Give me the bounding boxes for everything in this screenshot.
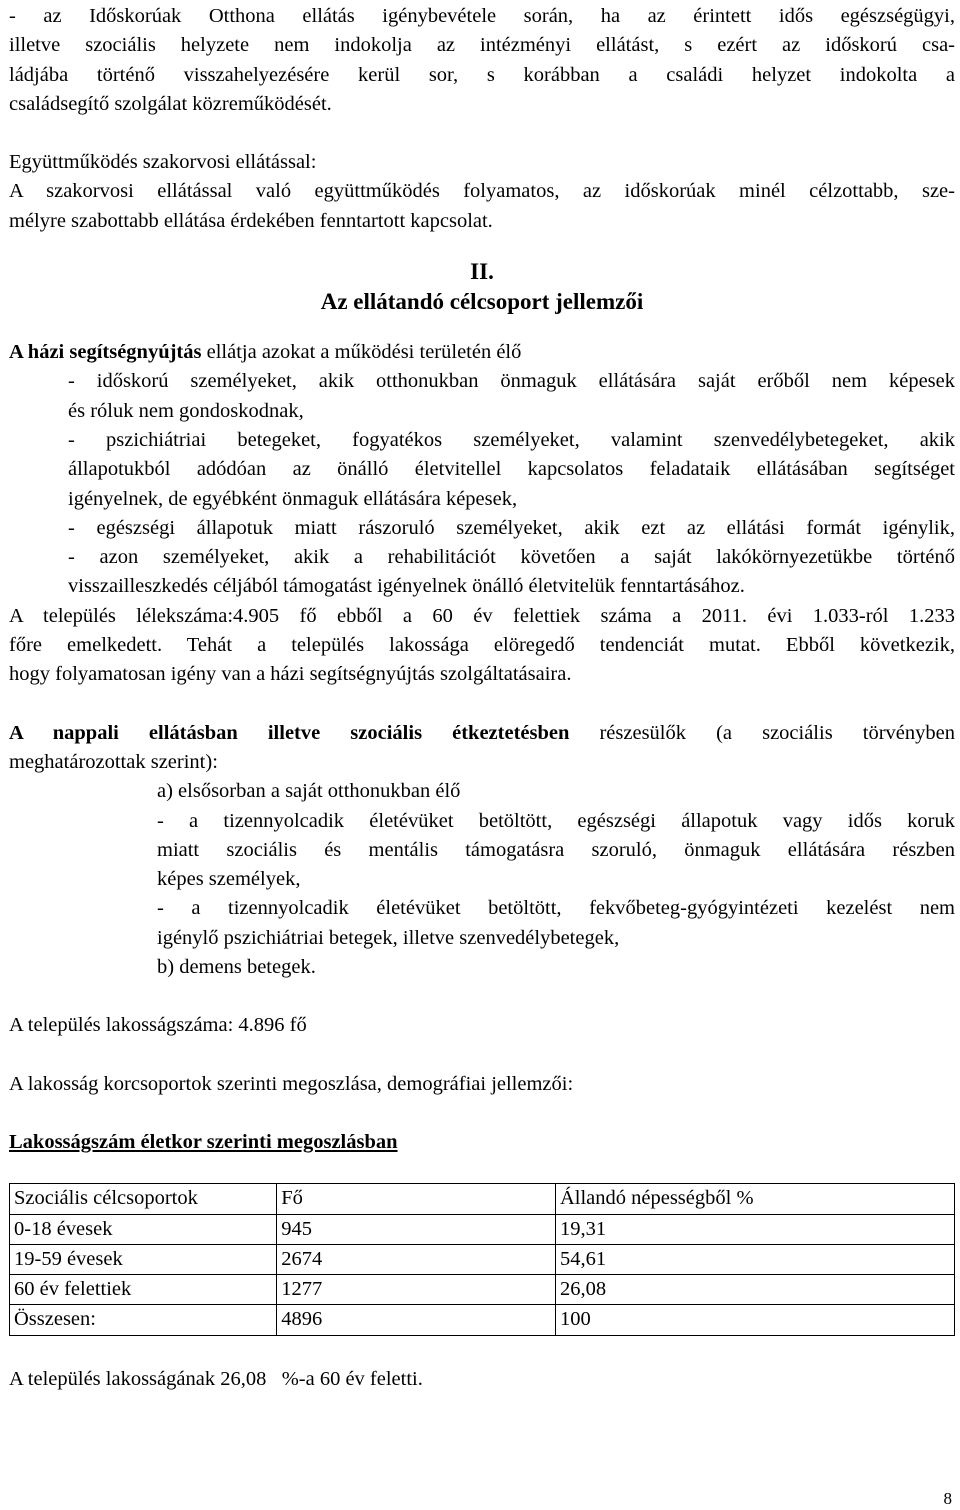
table-cell: 19-59 évesek — [10, 1244, 277, 1274]
table-header-row — [10, 1184, 955, 1214]
table-cell: 19,31 — [555, 1214, 954, 1244]
day-care-lead-rest: részesülők (a szociális törvényben — [569, 721, 955, 744]
day-care-subitem: igénylő pszichiátriai betegek, illetve szenvedélybetegek, — [157, 926, 620, 949]
table-cell: 945 — [277, 1214, 556, 1244]
table-cell: Összesen: — [10, 1305, 277, 1335]
table-header-cell: Szociális célcsoportok — [10, 1184, 277, 1214]
home-help-item: - azon személyeket, akik a rehabilitációt követően a saját lakókörnyezetükbe történő — [68, 546, 955, 569]
day-care-paragraph — [9, 719, 955, 983]
table-cell: 100 — [555, 1305, 954, 1335]
table-cell: 1277 — [277, 1275, 556, 1305]
table-cell: 4896 — [277, 1305, 556, 1335]
table-cell: 54,61 — [555, 1244, 954, 1274]
day-care-lead-line2: meghatározottak szerint): — [9, 750, 218, 773]
table-cell: 0-18 évesek — [10, 1214, 277, 1244]
population-text: A település lélekszáma:4.905 fő ebből a 60 év felettiek száma a 2011. évi 1.033-ról 1.233 — [9, 604, 955, 627]
cooperation-heading: Együttműködés szakorvosi ellátással: — [9, 151, 317, 174]
day-care-item-a: a) elsősorban a saját otthonukban élő — [157, 780, 461, 803]
day-care-subitem: képes személyek, — [157, 868, 301, 891]
table-row — [10, 1305, 955, 1335]
page-number: 8 — [943, 1489, 952, 1508]
population-text: főre emelkedett. Tehát a település lakossága elöregedő tendenciát mutat. Ebből következik, — [9, 634, 955, 657]
home-help-lead-bold: A házi segítségnyújtás — [9, 341, 202, 364]
intro-line: családsegítő szolgálat közreműködését. — [9, 92, 332, 115]
distribution-line: A lakosság korcsoportok szerinti megoszlása, demográfiai jellemzői: — [9, 1072, 574, 1095]
table-title: Lakosságszám életkor szerinti megoszlásban — [9, 1130, 398, 1153]
home-help-lead — [9, 338, 955, 367]
section-number: II. — [470, 259, 494, 285]
closing-line: A település lakosságának 26,08 %-a 60 év feletti. — [9, 1367, 423, 1390]
intro-line: - az Időskorúak Otthona ellátás igénybevétele során, ha az érintett idős egészségügyi, — [9, 5, 955, 27]
population-text: hogy folyamatosan igény van a házi segítségnyújtás szolgáltatásaira. — [9, 663, 572, 686]
home-help-item: állapotukból adódóan az önálló életvitellel kapcsolatos feladataik ellátásában segítséget — [68, 458, 955, 481]
day-care-subitem: - a tizennyolcadik életévüket betöltött, fekvőbeteg-gyógyintézeti kezelést nem — [157, 897, 955, 920]
document-page — [9, 2, 955, 1394]
table-header-cell: Fő — [277, 1184, 556, 1214]
day-care-item-b: b) demens betegek. — [157, 956, 316, 979]
table-cell: 2674 — [277, 1244, 556, 1274]
table-header-cell: Állandó népességből % — [555, 1184, 954, 1214]
table-cell: 60 év felettiek — [10, 1275, 277, 1305]
home-help-item: - pszichiátriai betegeket, fogyatékos személyeket, valamint szenvedélybetegeket, akik — [68, 428, 955, 451]
day-care-lead — [9, 719, 955, 748]
table-row — [10, 1244, 955, 1274]
cooperation-line: mélyre szabottabb ellátása érdekében fenntartott kapcsolat. — [9, 209, 493, 232]
population-count-line: A település lakosságszáma: 4.896 fő — [9, 1014, 307, 1037]
day-care-subitem: miatt szociális és mentális támogatásra szoruló, önmaguk ellátására részben — [157, 838, 955, 861]
table-row — [10, 1275, 955, 1305]
section-title: Az ellátandó célcsoport jellemzői — [320, 289, 644, 315]
population-table — [9, 1183, 955, 1335]
day-care-lead-bold: A nappali ellátásban illetve szociális étkeztetésben — [9, 721, 570, 744]
home-help-item: visszailleszkedés céljából támogatást igényelnek önálló életvitelük fenntartásához. — [68, 575, 745, 598]
home-help-item: - időskorú személyeket, akik otthonukban önmaguk ellátására saját erőből nem képesek — [68, 370, 955, 393]
intro-line: illetve szociális helyzete nem indokolja az intézményi ellátást, s ezért az időskorú csa- — [9, 34, 955, 57]
intro-line: ládjába történő visszahelyezésére kerül sor, s korábban a családi helyzet indokolta a — [9, 63, 955, 86]
home-help-item: igényelnek, de egyébként önmaguk ellátására képesek, — [68, 487, 518, 510]
table-row — [10, 1214, 955, 1244]
day-care-subitem: - a tizennyolcadik életévüket betöltött, egészségi állapotuk vagy idős koruk — [157, 809, 955, 832]
cooperation-paragraph — [9, 148, 955, 236]
home-help-item: - egészségi állapotuk miatt rászoruló személyeket, akik ezt az ellátási formát igénylik, — [68, 516, 955, 539]
cooperation-line: A szakorvosi ellátással való együttműködés folyamatos, az időskorúak minél célzottabb, sze- — [9, 180, 955, 203]
home-help-item: és róluk nem gondoskodnak, — [68, 399, 304, 422]
home-help-lead-rest: ellátja azokat a működési területén élő — [201, 341, 522, 364]
table-cell: 26,08 — [555, 1275, 954, 1305]
intro-paragraph — [9, 2, 955, 119]
home-help-paragraph — [9, 338, 955, 690]
